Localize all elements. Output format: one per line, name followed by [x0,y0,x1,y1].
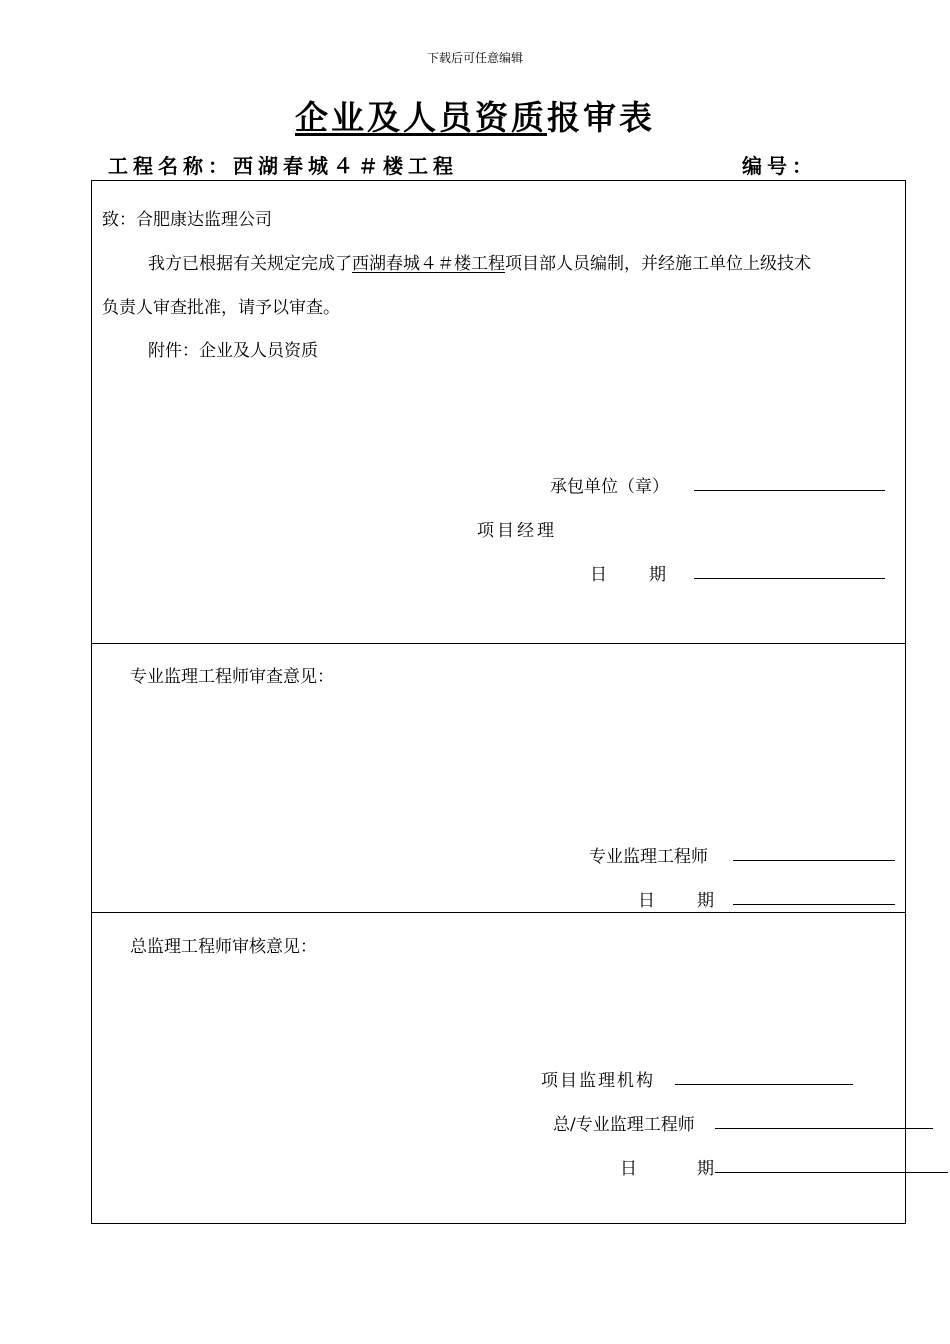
project-name-row [108,150,458,179]
body-project-name: 西湖春城４＃楼工程 [352,254,505,274]
header-note: 下载后可任意编辑 [426,51,523,65]
manager-label: 项目经理 [477,521,557,541]
title-rest-part: 报审表 [547,98,655,137]
page-title [0,92,950,139]
submission-body-line1 [148,249,811,274]
supervision-org-label: 项目监理机构 [541,1071,655,1091]
attachment-line: 附件：企业及人员资质 [148,341,318,361]
chief-review-heading: 总监理工程师审核意见： [130,937,317,957]
date-line-1[interactable] [694,578,885,579]
contractor-label: 承包单位（章） [550,477,669,497]
date-char: 期 [697,1159,714,1179]
serial-number-label: 编号： [742,154,817,178]
date-label-2 [638,886,714,911]
section-divider-2 [91,912,906,913]
engineer-review-heading: 专业监理工程师审查意见： [130,667,334,687]
date-line-3[interactable] [715,1172,948,1173]
contractor-signature-line[interactable] [694,490,885,491]
section-divider-1 [91,643,906,644]
project-label: 工程名称： [108,154,233,178]
title-underlined-part: 企业及人员资质 [295,98,547,137]
chief-engineer-label: 总/专业监理工程师 [553,1115,695,1135]
date-char: 日 [638,891,655,911]
engineer-signature-line[interactable] [733,860,895,861]
date-line-2[interactable] [733,904,895,905]
addressee: 致：合肥康达监理公司 [102,210,272,230]
date-char: 期 [649,565,666,585]
date-label-3 [620,1154,714,1179]
submission-body-line2: 负责人审查批准，请予以审查。 [102,298,340,318]
date-char: 日 [590,565,607,585]
date-label-1 [590,560,666,585]
project-name: 西湖春城４＃楼工程 [233,154,458,178]
chief-engineer-line[interactable] [715,1128,933,1129]
supervision-org-line[interactable] [675,1084,853,1085]
body-pre: 我方已根据有关规定完成了 [148,254,352,274]
engineer-label: 专业监理工程师 [589,847,708,867]
body-post: 项目部人员编制，并经施工单位上级技术 [505,254,811,274]
date-char: 期 [697,891,714,911]
date-char: 日 [620,1159,637,1179]
